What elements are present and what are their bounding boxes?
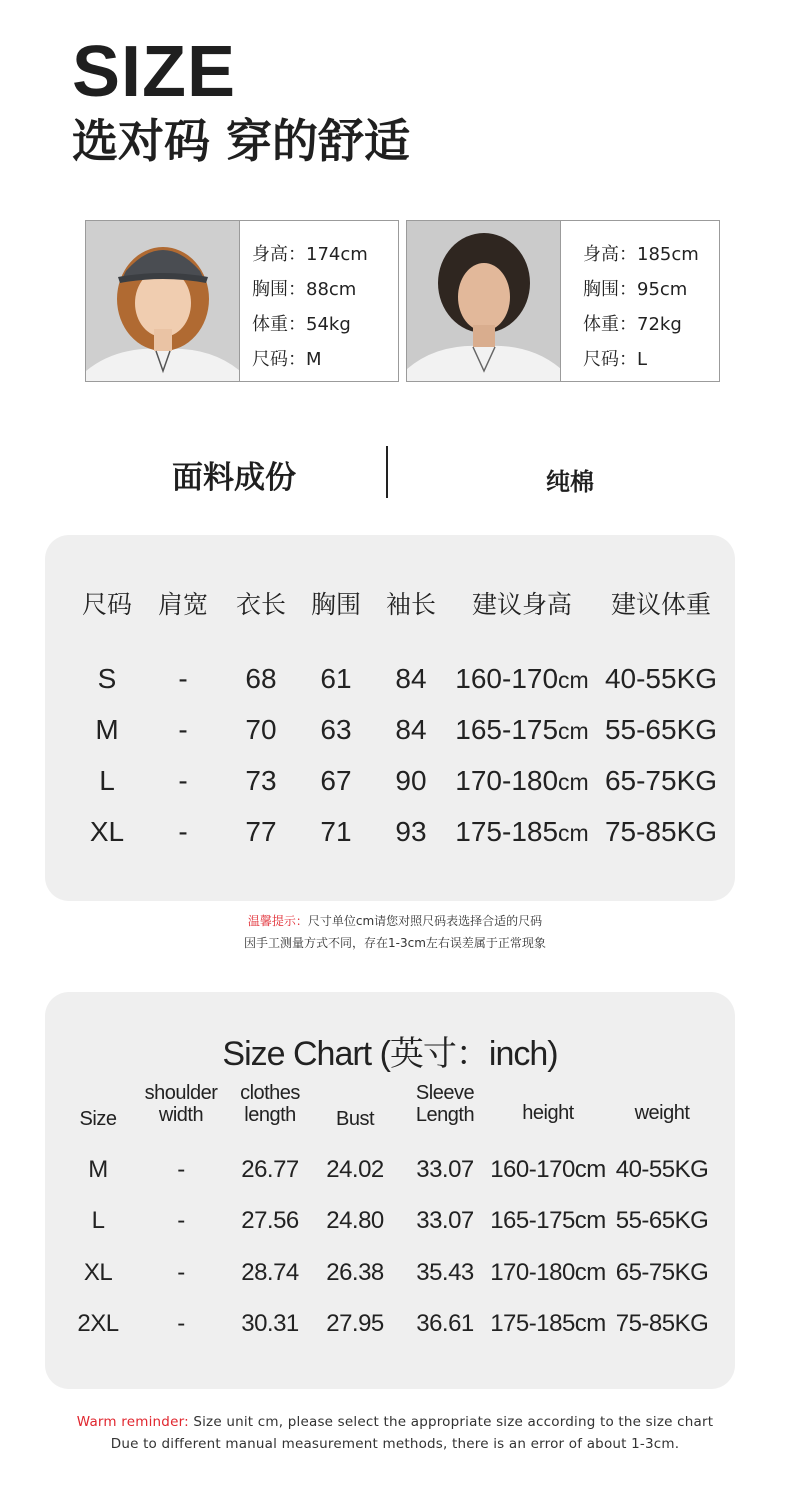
size-table-cm	[45, 535, 735, 901]
inch-cell-sleeve: 33.07	[416, 1156, 474, 1183]
inch-cell-height: 175-185cm	[490, 1310, 606, 1337]
cm-height-unit: cm	[558, 769, 589, 795]
inch-header-line2: length	[244, 1104, 296, 1126]
model-weight: 体重：54kg	[252, 314, 351, 335]
note-en-line2: Due to different manual measurement methods, there is an error of about 1-3cm.	[110, 1436, 680, 1452]
note-cn-line2: 因手工测量方式不同，存在1-3cm左右误差属于正常现象	[244, 936, 546, 950]
inch-cell-shoulder: -	[177, 1156, 185, 1183]
inch-cell-size: 2XL	[77, 1310, 119, 1337]
model-bust: 胸围：88cm	[252, 279, 357, 300]
cm-cell-size: S	[97, 663, 117, 694]
inch-header-cell	[416, 1082, 474, 1126]
note-cn-text1: 尺寸单位cm请您对照尺码表选择合适的尺码	[307, 914, 543, 928]
cm-cell-size: L	[99, 765, 115, 796]
cm-cell-height	[455, 663, 588, 695]
cm-cell-weight: 55-65KG	[604, 714, 718, 745]
inch-cell-sleeve: 33.07	[416, 1207, 474, 1234]
cm-height-range: 175-185	[455, 816, 559, 847]
cm-header-cell: 袖长	[385, 590, 437, 619]
model-card-female	[85, 220, 399, 382]
cm-cell-shoulder: -	[178, 714, 188, 745]
inch-header-line1: clothes	[240, 1082, 300, 1104]
cm-height-unit: cm	[558, 667, 589, 693]
inch-cell-shoulder: -	[177, 1310, 185, 1337]
inch-cell-weight: 55-65KG	[615, 1207, 709, 1234]
inch-cell-length: 26.77	[241, 1156, 299, 1183]
inch-header-cell	[240, 1082, 300, 1126]
cm-height-unit: cm	[558, 820, 589, 846]
model-info-male	[561, 221, 719, 381]
cm-height-range: 160-170	[455, 663, 559, 694]
inch-cell-sleeve: 35.43	[416, 1259, 474, 1286]
fabric-label: 面料成份	[172, 460, 296, 496]
cm-cell-length: 77	[245, 816, 277, 847]
model-male-illustration	[407, 221, 561, 381]
note-cn-prefix: 温馨提示：	[247, 914, 308, 928]
cm-cell-size: M	[95, 714, 119, 745]
inch-cell-weight: 65-75KG	[615, 1259, 709, 1286]
cm-cell-bust: 63	[320, 714, 352, 745]
inch-cell-weight: 75-85KG	[615, 1310, 709, 1337]
page-title: SIZE	[72, 32, 237, 112]
cm-cell-height	[455, 816, 588, 848]
cm-header-cell: 衣长	[235, 590, 287, 619]
model-bust: 胸围：95cm	[583, 279, 688, 300]
inch-cell-height: 165-175cm	[490, 1207, 606, 1234]
inch-header-cell: Size	[79, 1108, 117, 1130]
model-female-illustration	[86, 221, 240, 381]
cm-cell-sleeve: 84	[395, 714, 427, 745]
note-cn-line1	[0, 912, 790, 929]
inch-cell-bust: 27.95	[326, 1310, 384, 1337]
inch-cell-length: 27.56	[241, 1207, 299, 1234]
size-chart-title: Size Chart (英寸：inch)	[222, 1035, 558, 1073]
cm-cell-size: XL	[89, 816, 125, 847]
model-size: 尺码：L	[583, 349, 648, 370]
inch-header-cell	[145, 1082, 218, 1126]
inch-cell-length: 30.31	[241, 1310, 299, 1337]
cm-header-cell: 建议体重	[610, 590, 712, 619]
inch-cell-bust: 26.38	[326, 1259, 384, 1286]
inch-cell-bust: 24.02	[326, 1156, 384, 1183]
cm-height-unit: cm	[558, 718, 589, 744]
inch-header-line1: shoulder	[144, 1082, 218, 1104]
inch-header-line1: Sleeve	[415, 1082, 475, 1104]
cm-cell-height	[455, 765, 588, 797]
cm-cell-length: 68	[245, 663, 277, 694]
inch-header-cell: height	[522, 1102, 574, 1124]
note-en-prefix: Warm reminder:	[76, 1414, 189, 1430]
cm-cell-shoulder: -	[178, 765, 188, 796]
inch-cell-length: 28.74	[241, 1259, 299, 1286]
inch-cell-bust: 24.80	[326, 1207, 384, 1234]
cm-cell-bust: 71	[320, 816, 352, 847]
model-weight: 体重：72kg	[583, 314, 682, 335]
inch-header-cell: Bust	[335, 1108, 375, 1130]
cm-header-cell: 建议身高	[471, 590, 573, 619]
note-en-line1	[0, 1414, 790, 1430]
cm-height-range: 170-180	[455, 765, 559, 796]
cm-cell-bust: 61	[320, 663, 352, 694]
inch-cell-size: M	[88, 1156, 108, 1183]
model-photo-male	[407, 221, 561, 381]
note-en-text1: Size unit cm, please select the appropriate size according to the size chart	[188, 1414, 714, 1430]
cm-cell-sleeve: 90	[395, 765, 427, 796]
cm-cell-length: 73	[245, 765, 277, 796]
cm-cell-shoulder: -	[178, 816, 188, 847]
model-card-male	[406, 220, 720, 382]
fabric-value: 纯棉	[546, 468, 594, 496]
model-info-female	[240, 221, 398, 381]
cm-cell-weight: 75-85KG	[604, 816, 718, 847]
cm-cell-bust: 67	[320, 765, 352, 796]
cm-cell-length: 70	[245, 714, 277, 745]
cm-cell-sleeve: 93	[395, 816, 427, 847]
size-table-inch	[45, 992, 735, 1389]
inch-cell-height: 160-170cm	[490, 1156, 606, 1183]
inch-cell-shoulder: -	[177, 1207, 185, 1234]
inch-cell-size: XL	[83, 1259, 113, 1286]
inch-header-cell: weight	[634, 1102, 690, 1124]
inch-cell-size: L	[91, 1207, 105, 1234]
cm-header-cell: 尺码	[81, 590, 133, 619]
inch-header-line2: Length	[415, 1104, 475, 1126]
model-height: 身高：185cm	[583, 244, 699, 265]
inch-cell-sleeve: 36.61	[416, 1310, 474, 1337]
cm-cell-sleeve: 84	[395, 663, 427, 694]
cm-header-cell: 肩宽	[157, 590, 209, 619]
inch-cell-shoulder: -	[177, 1259, 185, 1286]
cm-cell-weight: 65-75KG	[604, 765, 718, 796]
cm-cell-weight: 40-55KG	[604, 663, 718, 694]
model-photo-female	[86, 221, 240, 381]
cm-cell-shoulder: -	[178, 663, 188, 694]
cm-header-cell: 胸围	[310, 590, 362, 619]
model-size: 尺码：M	[252, 349, 322, 370]
fabric-divider	[386, 446, 388, 498]
inch-header-line2: width	[158, 1104, 204, 1126]
cm-height-range: 165-175	[455, 714, 559, 745]
inch-cell-weight: 40-55KG	[615, 1156, 709, 1183]
model-height: 身高：174cm	[252, 244, 368, 265]
cm-cell-height	[455, 714, 588, 746]
page-subtitle: 选对码 穿的舒适	[72, 114, 411, 168]
inch-cell-height: 170-180cm	[490, 1259, 606, 1286]
